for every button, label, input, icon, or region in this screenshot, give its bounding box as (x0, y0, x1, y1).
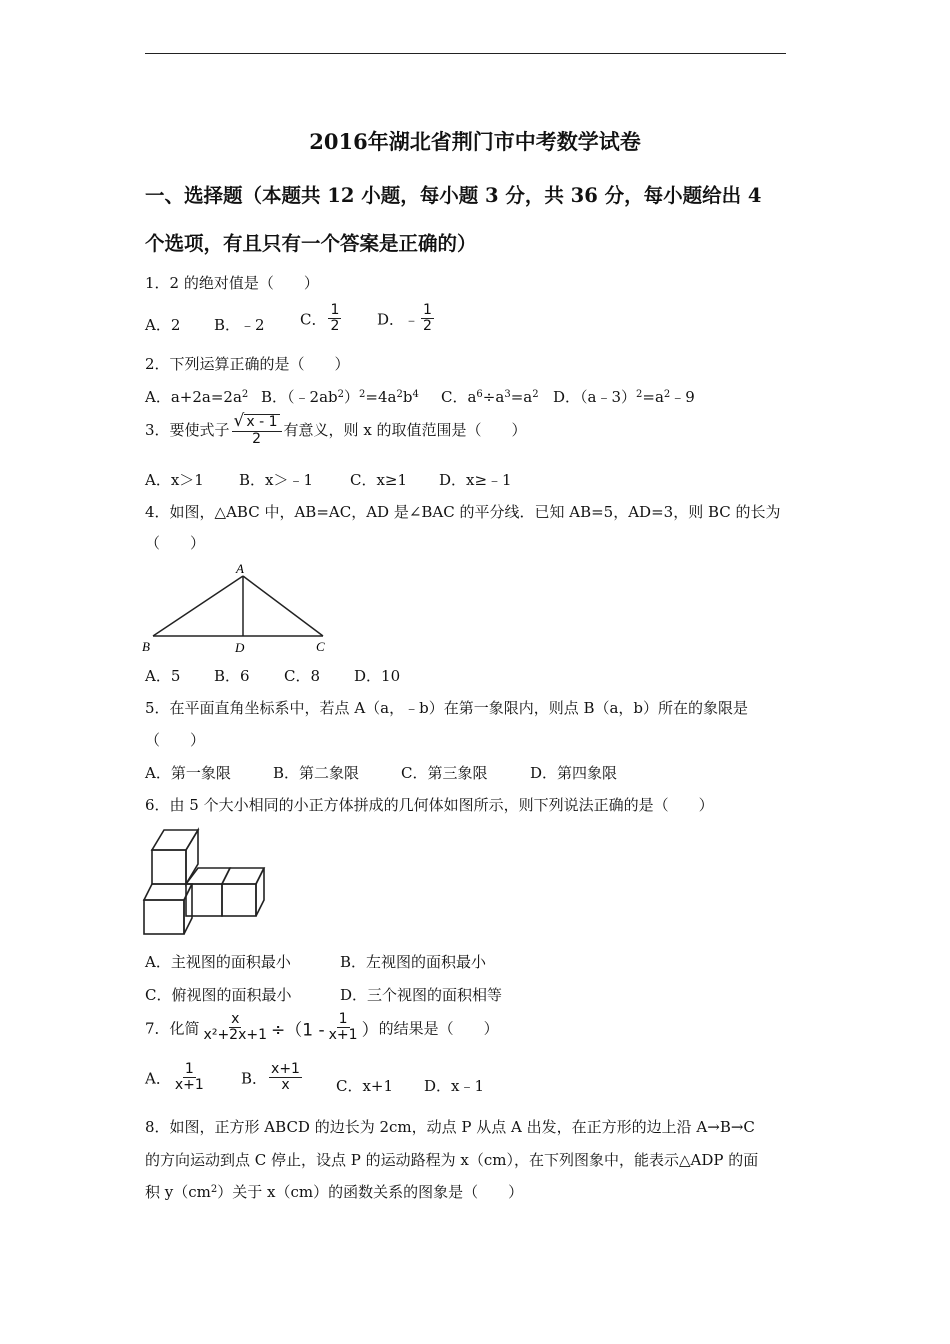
q4-label-b: B (142, 639, 150, 654)
q7-stem: 7．化简 $\frac{x}{\text{x²+2x+1}}$ ÷（1 - $\frac{1}{x+1}$ ）的结果是（ ） (145, 1011, 499, 1044)
q1-option-a: A．2 (145, 316, 181, 334)
q5-option-b: B．第二象限 (273, 764, 360, 782)
q1-c-fraction: $\frac{1}{2}$ (330, 302, 340, 335)
q2-option-c: C．$a^6\div a^3=a^2$ (441, 388, 539, 406)
q4-option-c: C．8 (284, 667, 321, 685)
q6-option-a: A．主视图的面积最小 (145, 953, 291, 971)
q4-side-ac (243, 576, 323, 636)
q1-option-d: D．﹣ $\frac{1}{2}$ (377, 302, 432, 335)
q3-option-d: D．x≥﹣1 (439, 471, 512, 489)
q6-stem: 6．由 5 个大小相同的小正方体拼成的几何体如图所示，则下列说法正确的是（ ） (145, 796, 714, 814)
section-heading-line1: 一、选择题（本题共 12 小题，每小题 3 分，共 36 分，每小题给出 4 (145, 184, 762, 207)
q4-stem-line1: 4．如图，△ABC 中，AB=AC，AD 是∠BAC 的平分线．已知 AB=5，AD=3，则 BC 的长为 (145, 503, 781, 521)
q3-radical-fraction: $\frac{√ x - 1}{2}$ (232, 412, 282, 447)
q6-option-b: B．左视图的面积最小 (340, 953, 487, 971)
q4-label-c: C (316, 639, 325, 654)
q7-fraction-1: $\frac{x}{\text{x²+2x+1}}$ (203, 1011, 268, 1044)
q2-option-a: A．$a+2a=2a^2$ (145, 388, 249, 406)
q7-option-c: C．x+1 (336, 1077, 394, 1095)
q2-option-d: D．$(a﹣3)^2=a^2﹣9$ (553, 388, 695, 406)
q4-stem-line2: （ ） (145, 534, 206, 552)
q6-bottom-left-front (144, 900, 184, 934)
header-rule (145, 53, 786, 54)
q8-stem-line2: 的方向运动到点 C 停止，设点 P 的运动路程为 x（cm），在下列图象中，能表示△ADP 的面 (145, 1151, 759, 1169)
q3-stem: 3．要使式子 $\frac{√ x - 1}{2}$ 有意义，则 x 的取值范围是（ ） (145, 411, 527, 447)
q6-option-c: C．俯视图的面积最小 (145, 986, 292, 1004)
q2-stem: 2．下列运算正确的是（ ） (145, 355, 350, 373)
q4-option-d: D．10 (354, 667, 401, 685)
q3-option-b: B．x＞﹣1 (239, 471, 314, 489)
q7-option-d: D．x﹣1 (424, 1077, 485, 1095)
q7-a-fraction: $\frac{1}{x+1}$ (174, 1061, 204, 1094)
q6-option-d: D．三个视图的面积相等 (340, 986, 503, 1004)
q6-right-cube-side (256, 868, 264, 916)
q4-option-b: B．6 (214, 667, 250, 685)
q1-stem: 1．2 的绝对值是（ ） (145, 274, 319, 292)
q5-stem-line2: （ ） (145, 731, 206, 749)
q1-option-b: B．﹣2 (214, 316, 265, 334)
q4-triangle-figure (140, 560, 340, 656)
q7-option-b: B． $\frac{x+1}{x}$ (241, 1061, 300, 1094)
q8-stem-line1: 8．如图，正方形 ABCD 的边长为 2cm，动点 P 从点 A 出发，在正方形的边上沿 A→B→C (145, 1118, 755, 1136)
q7-fraction-2: $\frac{1}{x+1}$ (328, 1011, 358, 1044)
q5-option-a: A．第一象限 (145, 764, 231, 782)
q6-bottom-left-side (184, 884, 192, 934)
q6-right-cube-front (222, 884, 256, 916)
q4-label-d: D (235, 640, 245, 655)
q7-option-a: A． $\frac{1}{x+1}$ (145, 1061, 204, 1094)
q4-side-ab (153, 576, 243, 636)
q4-option-a: A．5 (145, 667, 181, 685)
q7-b-fraction: $\frac{x+1}{x}$ (271, 1061, 300, 1094)
q3-option-c: C．x≥1 (350, 471, 408, 489)
q6-top-cube-front (152, 850, 186, 884)
q5-option-c: C．第三象限 (401, 764, 488, 782)
q1-option-c: C． $\frac{1}{2}$ (300, 302, 340, 335)
section-heading-line2: 个选项，有且只有一个答案是正确的） (145, 232, 477, 255)
q2-option-b: B．$(﹣2ab^2)^2=4a^2b^4$ (261, 388, 419, 406)
q6-cubes-figure (140, 824, 270, 936)
q3-option-a: A．x＞1 (145, 471, 204, 489)
q4-label-a: A (236, 561, 244, 576)
q5-option-d: D．第四象限 (530, 764, 618, 782)
q8-stem-line3: 积 $y(cm^2)$关于 x（cm）的函数关系的图象是（ ） (145, 1183, 524, 1201)
q1-d-fraction: $\frac{1}{2}$ (423, 302, 432, 335)
page-title: 2016年湖北省荆门市中考数学试卷 (309, 129, 641, 154)
q5-stem-line1: 5．在平面直角坐标系中，若点 A（a，﹣b）在第一象限内，则点 B（a，b）所在的象限是 (145, 699, 749, 717)
